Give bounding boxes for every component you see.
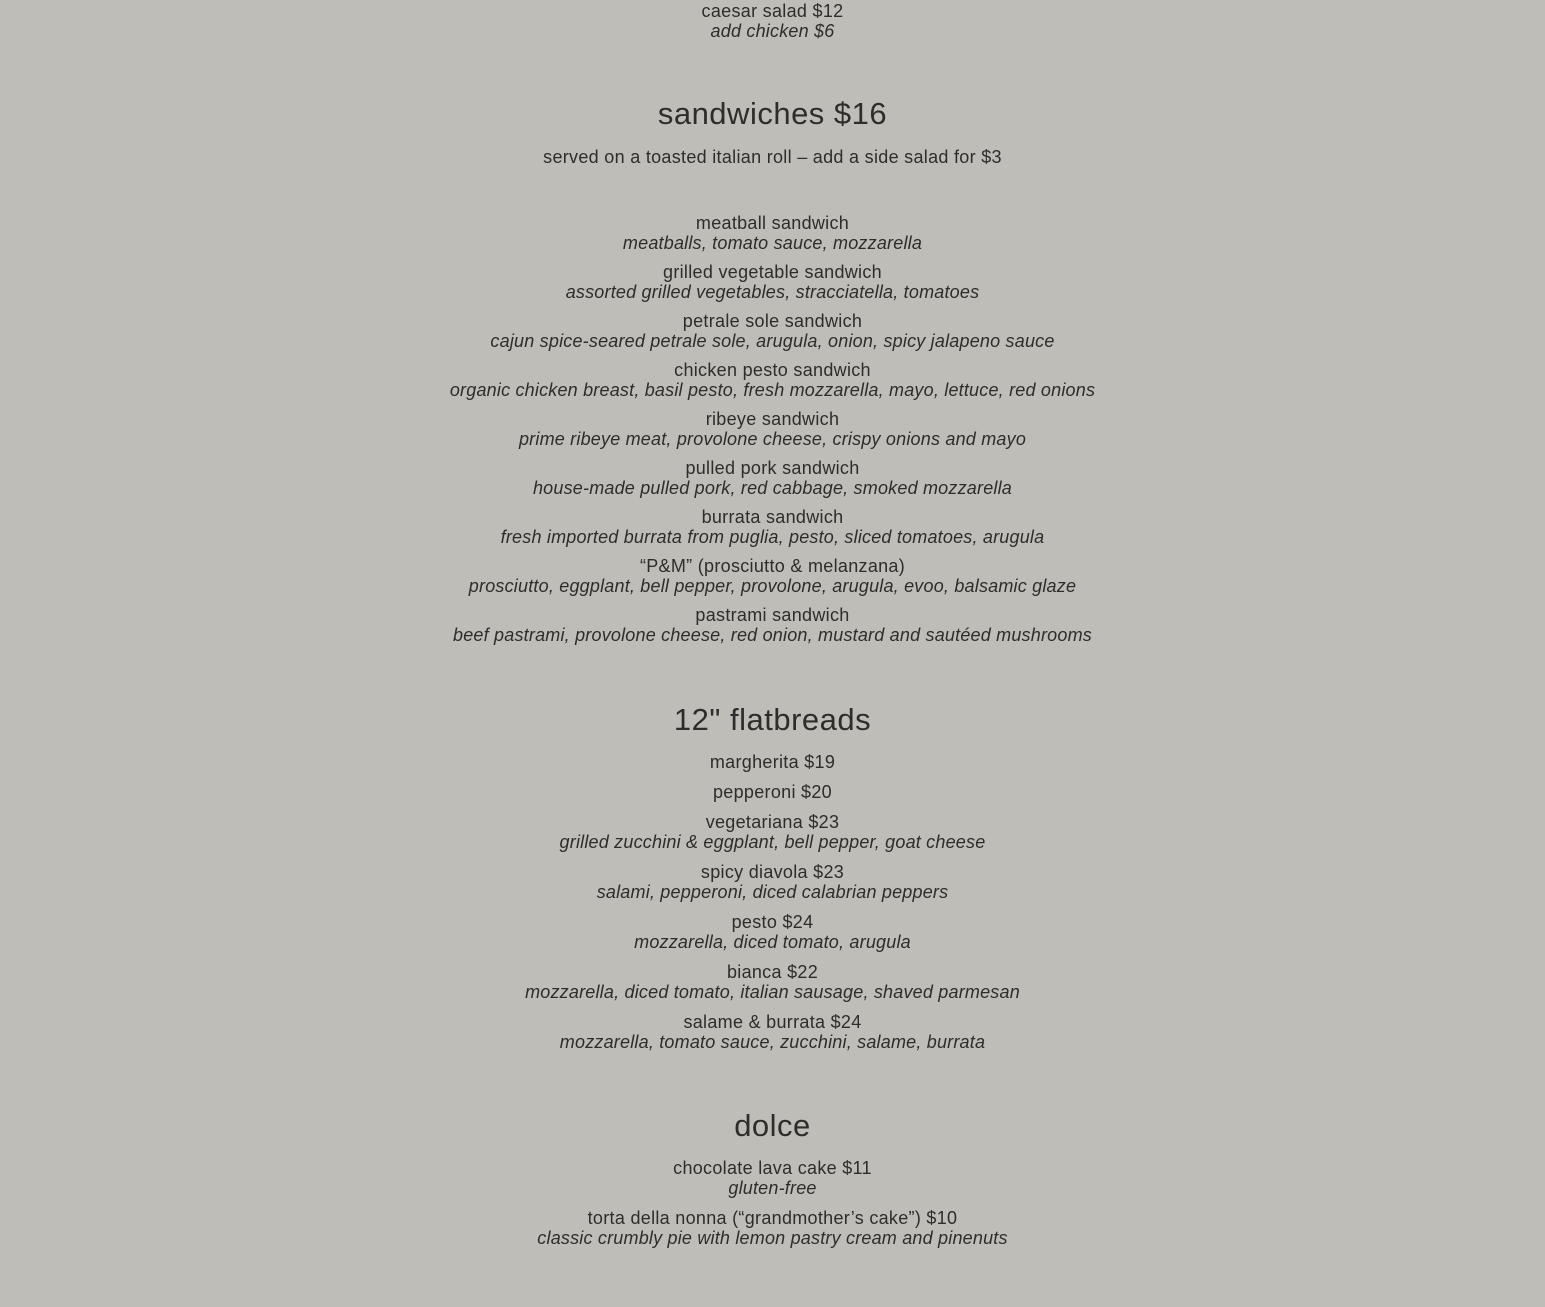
item-description: cajun spice-seared petrale sole, arugula, onion, spicy jalapeno sauce: [490, 331, 1055, 351]
item-description: prime ribeye meat, provolone cheese, crispy onions and mayo: [518, 429, 1027, 449]
section-title: 12" flatbreads: [673, 702, 872, 737]
menu-item: [0, 782, 1545, 802]
section-flatbreads: [0, 702, 1545, 1052]
menu-item: [0, 752, 1545, 772]
menu-item: [0, 912, 1545, 952]
menu-item: [0, 311, 1545, 351]
item-description: salami, pepperoni, diced calabrian peppers: [596, 882, 949, 902]
item-name: margherita $19: [709, 752, 836, 772]
menu-item: [0, 213, 1545, 253]
item-name: pulled pork sandwich: [685, 458, 860, 478]
item-name: torta della nonna (“grandmother’s cake”) $10: [587, 1208, 958, 1228]
menu-item: [0, 962, 1545, 1002]
item-description: organic chicken breast, basil pesto, fresh mozzarella, mayo, lettuce, red onions: [449, 380, 1096, 400]
menu-item: [0, 409, 1545, 449]
menu-item-caesar-salad: [0, 0, 1545, 41]
item-description: mozzarella, diced tomato, italian sausage, shaved parmesan: [525, 982, 1020, 1002]
menu-item: [0, 812, 1545, 852]
section-dolce: [0, 1108, 1545, 1248]
menu-item: [0, 507, 1545, 547]
item-name: meatball sandwich: [695, 213, 850, 233]
item-name: pepperoni $20: [712, 782, 832, 802]
menu-item: [0, 1012, 1545, 1052]
item-description: grilled zucchini & eggplant, bell pepper, goat cheese: [559, 832, 986, 852]
item-name: “P&M” (prosciutto & melanzana): [639, 556, 906, 576]
item-description: prosciutto, eggplant, bell pepper, provolone, arugula, evoo, balsamic glaze: [468, 576, 1077, 596]
sandwich-list: [0, 213, 1545, 645]
item-name: spicy diavola $23: [700, 862, 845, 882]
section-subtitle: served on a toasted italian roll – add a side salad for $3: [543, 147, 1002, 167]
menu-item: [0, 1208, 1545, 1248]
menu-item: [0, 360, 1545, 400]
menu-item: [0, 605, 1545, 645]
item-description: house-made pulled pork, red cabbage, smoked mozzarella: [532, 478, 1013, 498]
item-name: caesar salad $12: [701, 1, 844, 21]
item-description: mozzarella, tomato sauce, zucchini, salame, burrata: [559, 1032, 986, 1052]
menu-item: [0, 458, 1545, 498]
item-description: assorted grilled vegetables, stracciatella, tomatoes: [565, 282, 980, 302]
item-name: bianca $22: [726, 962, 819, 982]
item-name: chocolate lava cake $11: [673, 1158, 872, 1178]
section-sandwiches: [0, 96, 1545, 645]
item-name: vegetariana $23: [705, 812, 840, 832]
dolce-list: [0, 1158, 1545, 1248]
item-name: pastrami sandwich: [695, 605, 850, 625]
item-name: burrata sandwich: [701, 507, 844, 527]
item-description: classic crumbly pie with lemon pastry cream and pinenuts: [537, 1228, 1008, 1248]
item-description: fresh imported burrata from puglia, pesto, sliced tomatoes, arugula: [500, 527, 1045, 547]
item-name: grilled vegetable sandwich: [663, 262, 882, 282]
menu-item: [0, 262, 1545, 302]
item-name: ribeye sandwich: [705, 409, 840, 429]
item-description: mozzarella, diced tomato, arugula: [634, 932, 911, 952]
flatbread-list: [0, 752, 1545, 1052]
section-title: dolce: [734, 1108, 811, 1143]
menu-item: [0, 556, 1545, 596]
item-name: chicken pesto sandwich: [674, 360, 871, 380]
item-description: add chicken $6: [710, 21, 835, 41]
item-name: pesto $24: [731, 912, 814, 932]
item-name: salame & burrata $24: [683, 1012, 862, 1032]
item-description: beef pastrami, provolone cheese, red onion, mustard and sautéed mushrooms: [453, 625, 1092, 645]
item-description: gluten-free: [728, 1178, 817, 1198]
item-description: meatballs, tomato sauce, mozzarella: [622, 233, 923, 253]
item-name: petrale sole sandwich: [682, 311, 863, 331]
section-title: sandwiches $16: [657, 96, 888, 131]
menu-item: [0, 1158, 1545, 1198]
menu-item: [0, 862, 1545, 902]
